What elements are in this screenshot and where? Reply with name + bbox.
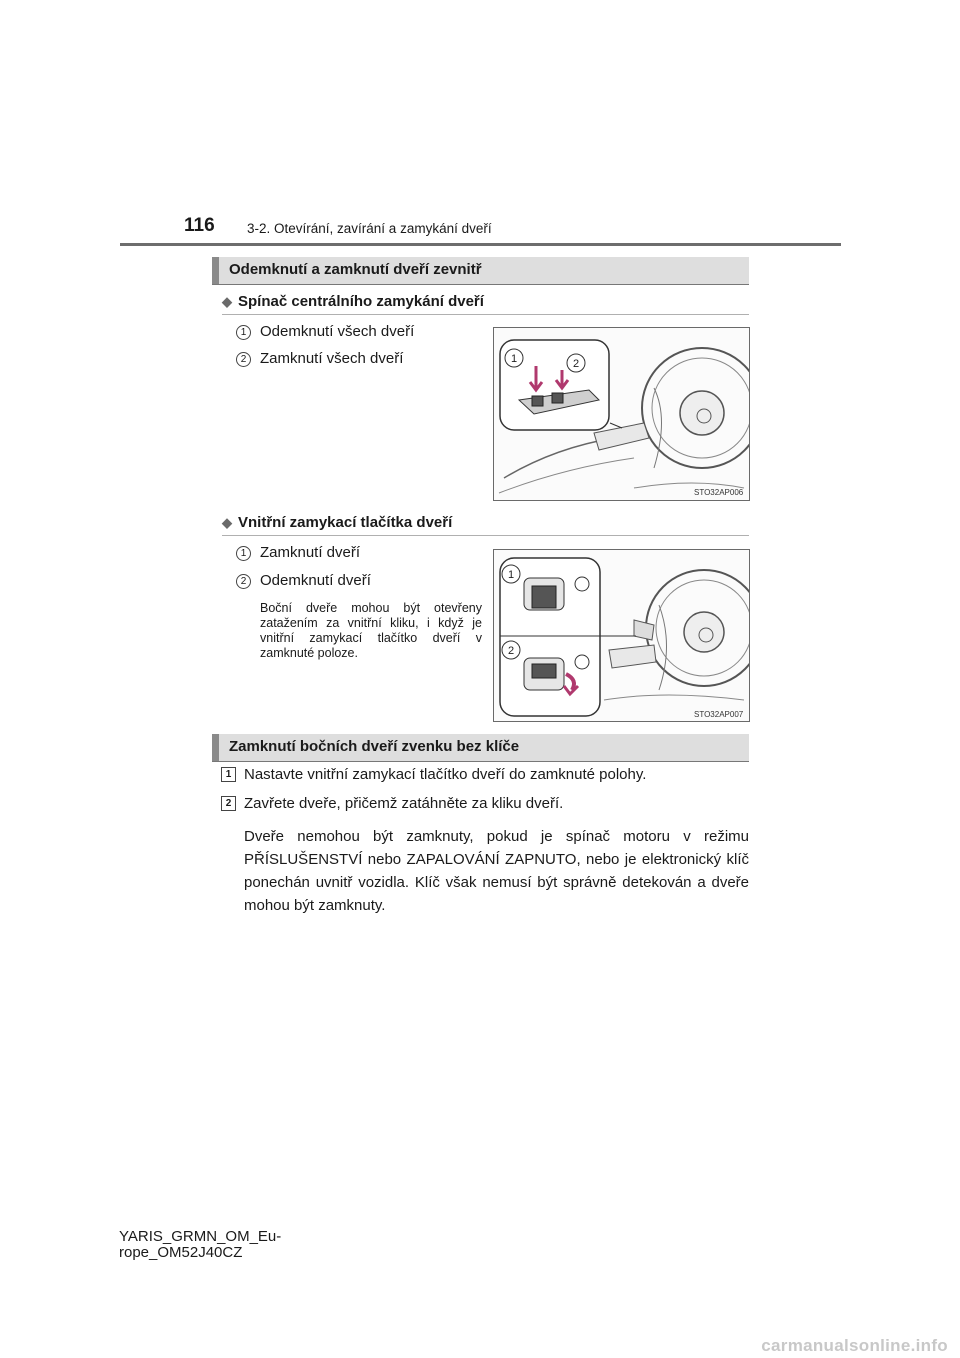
body-paragraph: Dveře nemohou být zamknuty, pokud je spínač motoru v režimu PŘÍSLUŠENSTVÍ nebo ZAPALOVÁNÍ ZAPNUTO, nebo je elektronický klíč ponechán uvnitř vozidla. Klíč však nemusí být správně detekován a dveře mohou být zamknuty.: [244, 828, 749, 914]
callout-1: 1: [510, 353, 518, 365]
list-item: Odemknutí dveří: [260, 572, 371, 589]
figure-code: STO32AP007: [694, 710, 744, 719]
step-number-badge: 2: [221, 796, 236, 811]
page-number: 116: [184, 215, 215, 236]
list-item: Zamknutí všech dveří: [260, 350, 404, 367]
item-number-badge: 1: [236, 325, 251, 340]
document-code-line-2: rope_OM52J40CZ: [119, 1244, 243, 1261]
diamond-icon: ◆: [222, 515, 232, 530]
subsection-heading: [222, 514, 452, 531]
document-code-line-1: YARIS_GRMN_OM_Eu-: [119, 1228, 282, 1245]
list-item: Odemknutí všech dveří: [260, 323, 415, 340]
watermark: carmanualsonline.info: [761, 1336, 948, 1355]
item-number-badge: 1: [236, 546, 251, 561]
subsection-title: Spínač centrálního zamykání dveří: [238, 293, 484, 310]
section-divider: [212, 284, 749, 285]
subsection-heading: [222, 293, 484, 310]
illustration-door-lock-switch: [494, 328, 749, 500]
diamond-icon: ◆: [222, 294, 232, 309]
step-number-badge: 1: [221, 767, 236, 782]
document-code: [119, 1229, 281, 1261]
figure-inside-lock-button: [493, 549, 750, 722]
illustration-inside-lock-button: [494, 550, 749, 721]
item-number-badge: 2: [236, 574, 251, 589]
step-text: Zavřete dveře, přičemž zatáhněte za kliku dveří.: [244, 795, 564, 812]
callout-2: 2: [572, 358, 580, 370]
section-heading: [212, 257, 749, 284]
subsection-divider: [222, 535, 749, 536]
note-text: Boční dveře mohou být otevřeny zatažením za vnitřní kliku, i když je vnitřní zamykací tlačítko dveří v zamknuté poloze.: [260, 601, 482, 660]
chapter-title: 3-2. Otevírání, zavírání a zamykání dveří: [247, 221, 492, 236]
step-text: Nastavte vnitřní zamykací tlačítko dveří do zamknuté polohy.: [244, 766, 647, 783]
subsection-title: Vnitřní zamykací tlačítka dveří: [238, 514, 453, 531]
list-item: Zamknutí dveří: [260, 544, 361, 561]
subsection-divider: [222, 314, 749, 315]
item-number-badge: 2: [236, 352, 251, 367]
section-divider: [212, 761, 749, 762]
section-title: Odemknutí a zamknutí dveří zevnitř: [229, 261, 482, 278]
callout-1: 1: [507, 569, 515, 581]
figure-door-lock-switch: [493, 327, 750, 501]
header-divider: [120, 243, 841, 246]
section-title: Zamknutí bočních dveří zvenku bez klíče: [229, 738, 520, 755]
callout-2: 2: [507, 645, 515, 657]
figure-code: STO32AP006: [694, 488, 744, 497]
section-heading: [212, 734, 749, 761]
